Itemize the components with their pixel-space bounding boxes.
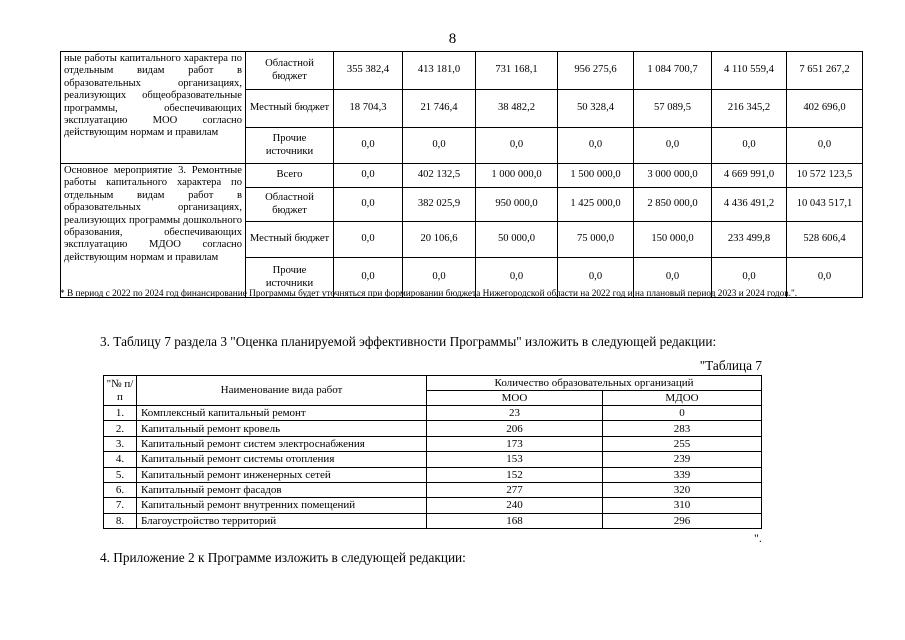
table-row xyxy=(104,436,762,451)
value-cell: 0,0 xyxy=(334,164,403,188)
value-cell: 0,0 xyxy=(334,188,403,222)
row-mdoo: 255 xyxy=(603,436,762,451)
value-cell: 10 043 517,1 xyxy=(787,188,863,222)
funding-source: Прочие источники xyxy=(246,258,334,298)
row-name: Благоустройство территорий xyxy=(137,513,427,528)
row-mdoo: 0 xyxy=(603,406,762,421)
value-cell: 0,0 xyxy=(476,258,558,298)
value-cell: 0,0 xyxy=(712,258,787,298)
value-cell: 233 499,8 xyxy=(712,222,787,258)
value-cell: 0,0 xyxy=(787,128,863,164)
table-7 xyxy=(103,375,762,529)
row-name: Комплексный капитальный ремонт xyxy=(137,406,427,421)
value-cell: 402 132,5 xyxy=(403,164,476,188)
value-cell: 38 482,2 xyxy=(476,90,558,128)
value-cell: 4 669 991,0 xyxy=(712,164,787,188)
value-cell: 1 425 000,0 xyxy=(558,188,634,222)
value-cell: 4 436 491,2 xyxy=(712,188,787,222)
funding-source: Областной бюджет xyxy=(246,52,334,90)
header-moo: МОО xyxy=(427,391,603,406)
value-cell: 0,0 xyxy=(712,128,787,164)
activity-description: ные работы капитального характера по отдельным видам работ в образовательных организациях, реализующих общеобразовательные программы, обеспечивающих эксплуатацию МОО согласно действующим нормам и правилам xyxy=(61,52,246,164)
value-cell: 21 746,4 xyxy=(403,90,476,128)
value-cell: 0,0 xyxy=(634,128,712,164)
value-cell: 0,0 xyxy=(334,258,403,298)
value-cell: 50 328,4 xyxy=(558,90,634,128)
row-num: 3. xyxy=(104,436,137,451)
value-cell: 75 000,0 xyxy=(558,222,634,258)
row-mdoo: 283 xyxy=(603,421,762,436)
value-cell: 2 850 000,0 xyxy=(634,188,712,222)
value-cell: 1 500 000,0 xyxy=(558,164,634,188)
value-cell: 1 000 000,0 xyxy=(476,164,558,188)
row-moo: 23 xyxy=(427,406,603,421)
table-row xyxy=(104,482,762,497)
paragraph-3: 3. Таблицу 7 раздела 3 "Оценка планируемой эффективности Программы" изложить в следующей редакции: xyxy=(100,334,717,349)
value-cell: 528 606,4 xyxy=(787,222,863,258)
row-name: Капитальный ремонт фасадов xyxy=(137,482,427,497)
header-num: "№ п/п xyxy=(104,376,137,406)
value-cell: 0,0 xyxy=(558,128,634,164)
value-cell: 1 084 700,7 xyxy=(634,52,712,90)
value-cell: 50 000,0 xyxy=(476,222,558,258)
value-cell: 731 168,1 xyxy=(476,52,558,90)
footnote: * В период с 2022 по 2024 год финансирование Программы будет уточняться при формировании бюджета Нижегородской области на 2022 год и на плановый период 2023 и 2024 годов.". xyxy=(60,289,798,299)
row-mdoo: 239 xyxy=(603,452,762,467)
value-cell: 4 110 559,4 xyxy=(712,52,787,90)
row-mdoo: 296 xyxy=(603,513,762,528)
row-moo: 152 xyxy=(427,467,603,482)
header-group: Количество образовательных организаций xyxy=(427,376,762,391)
row-num: 4. xyxy=(104,452,137,467)
table-row xyxy=(104,452,762,467)
value-cell: 0,0 xyxy=(334,222,403,258)
value-cell: 7 651 267,2 xyxy=(787,52,863,90)
row-name: Капитальный ремонт внутренних помещений xyxy=(137,498,427,513)
value-cell: 382 025,9 xyxy=(403,188,476,222)
row-num: 8. xyxy=(104,513,137,528)
table-row xyxy=(104,406,762,421)
row-mdoo: 310 xyxy=(603,498,762,513)
value-cell: 216 345,2 xyxy=(712,90,787,128)
row-num: 6. xyxy=(104,482,137,497)
funding-source: Областной бюджет xyxy=(246,188,334,222)
table-7-caption: "Таблица 7 xyxy=(699,358,762,373)
value-cell: 150 000,0 xyxy=(634,222,712,258)
value-cell: 57 089,5 xyxy=(634,90,712,128)
closing-quote: ". xyxy=(754,531,762,545)
funding-source: Прочие источники xyxy=(246,128,334,164)
row-moo: 277 xyxy=(427,482,603,497)
row-num: 7. xyxy=(104,498,137,513)
row-moo: 173 xyxy=(427,436,603,451)
table-row xyxy=(104,498,762,513)
value-cell: 402 696,0 xyxy=(787,90,863,128)
value-cell: 950 000,0 xyxy=(476,188,558,222)
value-cell: 956 275,6 xyxy=(558,52,634,90)
row-name: Капитальный ремонт систем электроснабжения xyxy=(137,436,427,451)
funding-source: Всего xyxy=(246,164,334,188)
row-name: Капитальный ремонт системы отопления xyxy=(137,452,427,467)
value-cell: 0,0 xyxy=(476,128,558,164)
funding-source: Местный бюджет xyxy=(246,222,334,258)
value-cell: 10 572 123,5 xyxy=(787,164,863,188)
value-cell: 0,0 xyxy=(334,128,403,164)
table-row xyxy=(104,421,762,436)
value-cell: 20 106,6 xyxy=(403,222,476,258)
value-cell: 355 382,4 xyxy=(334,52,403,90)
row-num: 2. xyxy=(104,421,137,436)
value-cell: 0,0 xyxy=(558,258,634,298)
row-mdoo: 320 xyxy=(603,482,762,497)
header-mdoo: МДОО xyxy=(603,391,762,406)
row-mdoo: 339 xyxy=(603,467,762,482)
row-num: 1. xyxy=(104,406,137,421)
row-moo: 206 xyxy=(427,421,603,436)
value-cell: 0,0 xyxy=(403,258,476,298)
row-name: Капитальный ремонт инженерных сетей xyxy=(137,467,427,482)
value-cell: 0,0 xyxy=(403,128,476,164)
table-row xyxy=(104,467,762,482)
row-moo: 168 xyxy=(427,513,603,528)
page-number: 8 xyxy=(448,31,457,47)
value-cell: 18 704,3 xyxy=(334,90,403,128)
paragraph-4: 4. Приложение 2 к Программе изложить в следующей редакции: xyxy=(100,550,466,565)
financing-table xyxy=(60,51,863,298)
row-name: Капитальный ремонт кровель xyxy=(137,421,427,436)
row-num: 5. xyxy=(104,467,137,482)
row-moo: 153 xyxy=(427,452,603,467)
value-cell: 3 000 000,0 xyxy=(634,164,712,188)
value-cell: 0,0 xyxy=(787,258,863,298)
value-cell: 413 181,0 xyxy=(403,52,476,90)
funding-source: Местный бюджет xyxy=(246,90,334,128)
table-row xyxy=(104,513,762,528)
activity-description: Основное мероприятие 3. Ремонтные работы капитального характера по отдельным видам работ в образовательных организациях, реализующих программы дошкольного образования, обеспечивающих эксплуатацию МДОО согласно действующим нормам и правилам xyxy=(61,164,246,298)
row-moo: 240 xyxy=(427,498,603,513)
header-name: Наименование вида работ xyxy=(137,376,427,406)
value-cell: 0,0 xyxy=(634,258,712,298)
